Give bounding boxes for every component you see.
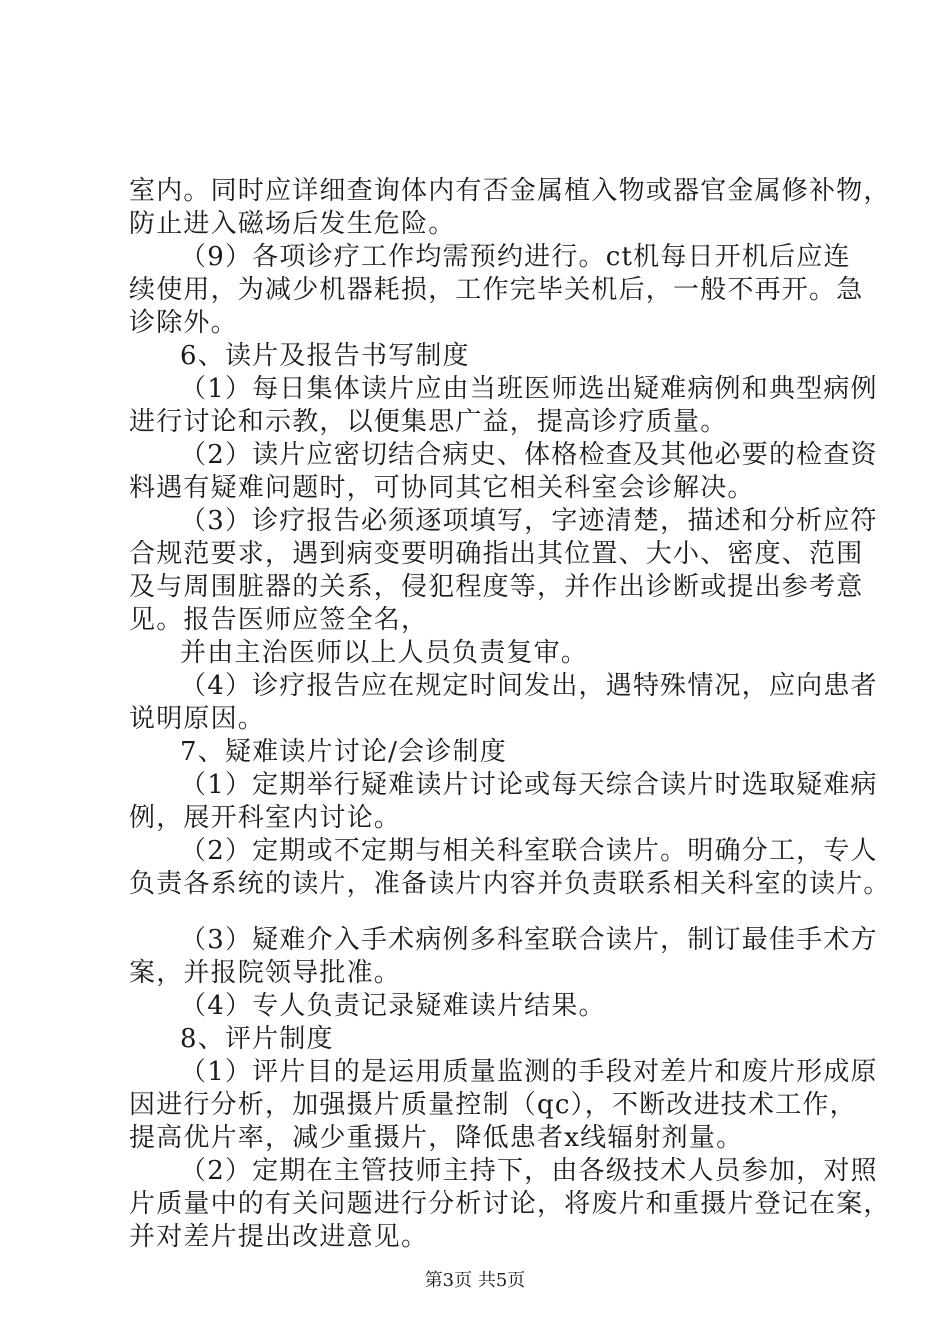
text-line: （1）定期举行疑难读片讨论或每天综合读片时选取疑难病 (180, 770, 878, 800)
section-heading: 8、评片制度 (180, 1024, 334, 1054)
text-line: （4）诊疗报告应在规定时间发出，遇特殊情况，应向患者 (180, 671, 878, 701)
text-line: （3）疑难介入手术病例多科室联合读片，制订最佳手术方 (180, 925, 878, 955)
text-line: 案，并报院领导批准。 (129, 958, 402, 988)
text-line: 合规范要求，遇到病变要明确指出其位置、大小、密度、范围 (129, 539, 864, 569)
text-line: 料遇有疑难问题时，可协同其它相关科室会诊解决。 (129, 473, 755, 503)
text-line: （2）读片应密切结合病史、体格检查及其他必要的检查资 (180, 440, 878, 470)
text-line: 进行讨论和示教，以便集思广益，提高诊疗质量。 (129, 407, 728, 437)
text-line: 并对差片提出改进意见。 (129, 1222, 429, 1252)
text-line: 续使用，为减少机器耗损，工作完毕关机后，一般不再开。急 (129, 275, 864, 305)
text-line: 室内。同时应详细查询体内有否金属植入物或器官金属修补物， (129, 176, 891, 206)
text-line: （1）每日集体读片应由当班医师选出疑难病例和典型病例 (180, 374, 878, 404)
text-line: 说明原因。 (129, 704, 266, 734)
text-line: （2）定期或不定期与相关科室联合读片。明确分工，专人 (180, 836, 878, 866)
text-line: 及与周围脏器的关系，侵犯程度等，并作出诊断或提出参考意 (129, 572, 864, 602)
text-line: 例，展开科室内讨论。 (129, 803, 402, 833)
text-line: 片质量中的有关问题进行分析讨论，将废片和重摄片登记在案， (129, 1189, 891, 1219)
text-line: （3）诊疗报告必须逐项填写，字迹清楚，描述和分析应符 (180, 506, 878, 536)
text-line: 因进行分析，加强摄片质量控制（qc），不断改进技术工作， (129, 1090, 857, 1120)
text-line: 并由主治医师以上人员负责复审。 (180, 638, 589, 668)
text-line: （1）评片目的是运用质量监测的手段对差片和废片形成原 (180, 1057, 878, 1087)
text-line: 见。报告医师应签全名， (129, 605, 429, 635)
text-line: （9）各项诊疗工作均需预约进行。ct机每日开机后应连 (180, 242, 851, 272)
text-line: 防止进入磁场后发生危险。 (129, 209, 456, 239)
section-heading: 6、读片及报告书写制度 (180, 341, 470, 371)
section-heading: 7、疑难读片讨论/会诊制度 (180, 737, 507, 767)
text-line: 负责各系统的读片，准备读片内容并负责联系相关科室的读片。 (129, 869, 891, 899)
text-line: （2）定期在主管技师主持下，由各级技术人员参加，对照 (180, 1156, 878, 1186)
page-number: 第3页 共5页 (424, 1270, 526, 1291)
text-line: （4）专人负责记录疑难读片结果。 (180, 991, 606, 1021)
text-line: 提高优片率，减少重摄片，降低患者x线辐射剂量。 (129, 1123, 744, 1153)
text-line: 诊除外。 (129, 308, 238, 338)
